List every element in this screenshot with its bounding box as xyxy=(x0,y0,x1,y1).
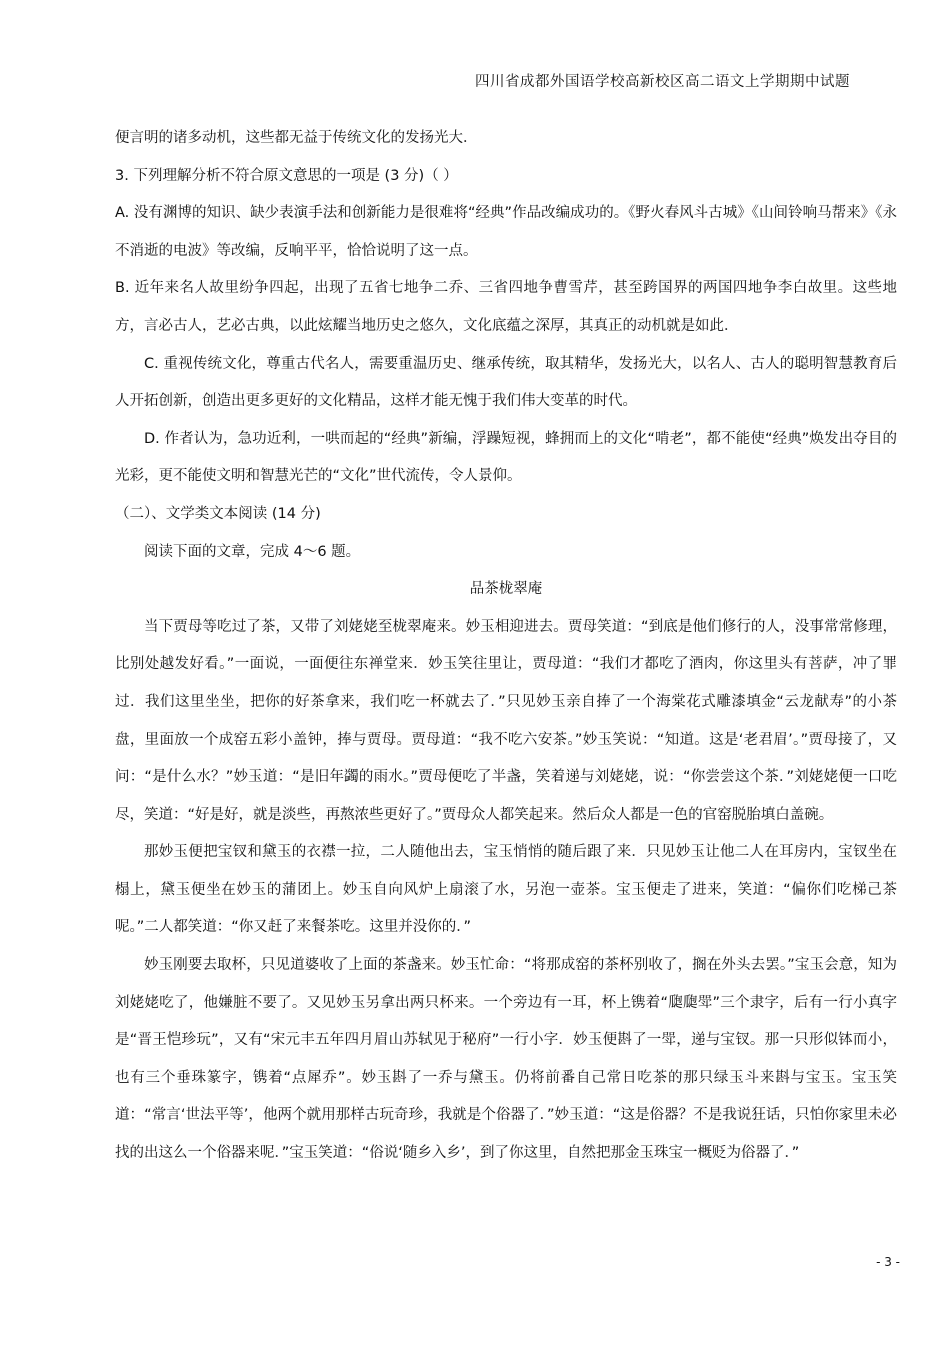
question-3: 3. 下列理解分析不符合原文意思的一项是 (3 分)（ ） xyxy=(115,167,458,184)
option-b: B. 近年来名人故里纷争四起，出现了五省七地争二乔、三省四地争曹雪芹，甚至跨国界的两国四地争李白故里。这些地方，言必古人，艺必古典，以此炫耀当地历史之悠久，文化底蕴之深厚，其真正的动机就是如此． xyxy=(115,280,897,334)
document-body xyxy=(115,120,897,1173)
article-paragraph-1: 当下贾母等吃过了茶，又带了刘姥姥至栊翠庵来。妙玉相迎进去。贾母笑道：“到底是他们修行的人，没事常常修理，比别处越发好看。”一面说，一面便往东禅堂来．妙玉笑往里让，贾母道：“我们才都吃了酒肉，你这里头有菩萨，冲了罪过．我们这里坐坐，把你的好茶拿来，我们吃一杯就去了．”只见妙玉亲自捧了一个海棠花式雕漆填金“云龙献寿”的小茶盘，里面放一个成窑五彩小盖钟，捧与贾母。贾母道：“我不吃六安茶。”妙玉笑说：“知道。这是‘老君眉’。”贾母接了，又问：“是什么水？”妙玉道：“是旧年蠲的雨水。”贾母便吃了半盏，笑着递与刘姥姥，说：“你尝尝这个茶．”刘姥姥便一口吃尽，笑道：“好是好，就是淡些，再熬浓些更好了。”贾母众人都笑起来。然后众人都是一色的官窑脱胎填白盖碗。 xyxy=(115,618,897,823)
article-paragraph-3: 妙玉刚要去取杯，只见道婆收了上面的茶盏来。妙玉忙命：“将那成窑的茶杯别收了，搁在外头去罢。”宝玉会意，知为刘姥姥吃了，他嫌脏不要了。又见妙玉另拿出两只杯来。一个旁边有一耳，杯上镌着“瓟瓟斝”三个隶字，后有一行小真字是“晋王恺珍玩”，又有“宋元丰五年四月眉山苏轼见于秘府”一行小字．妙玉便斟了一斝，递与宝钗。那一只形似钵而小，也有三个垂珠篆字，镌着“点犀乔”。妙玉斟了一乔与黛玉。仍将前番自己常日吃茶的那只绿玉斗来斟与宝玉。宝玉笑道：“常言‘世法平等’，他两个就用那样古玩奇珍，我就是个俗器了．”妙玉道：“这是俗器？不是我说狂话，只怕你家里未必找的出这么一个俗器来呢．”宝玉笑道：“俗说‘随乡入乡’，到了你这里，自然把那金玉珠宝一概贬为俗器了．” xyxy=(115,957,897,1162)
section-heading: （二）、文学类文本阅读 (14 分) xyxy=(115,505,321,522)
option-d: D. 作者认为，急功近利，一哄而起的“经典”新编，浮躁短视，蜂拥而上的文化“啃老”，都不能使“经典”焕发出夺目的光彩，更不能使文明和智慧光芒的“文化”世代流传，令人景仰。 xyxy=(115,430,897,485)
page-number: - 3 - xyxy=(876,1255,900,1269)
document-header: 四川省成都外国语学校高新校区高二语文上学期期中试题 xyxy=(475,74,850,90)
article-paragraph-2: 那妙玉便把宝钗和黛玉的衣襟一拉，二人随他出去，宝玉悄悄的随后跟了来．只见妙玉让他二人在耳房内，宝钗坐在榻上，黛玉便坐在妙玉的蒲团上。妙玉自向风炉上扇滚了水，另泡一壶茶。宝玉便走了进来，笑道：“偏你们吃梯己茶呢。”二人都笑道：“你又赶了来餐茶吃。这里并没你的．” xyxy=(115,844,897,936)
paragraph-continuation: 便言明的诸多动机，这些都无益于传统文化的发扬光大． xyxy=(115,130,478,146)
option-a: A. 没有渊博的知识、缺少表演手法和创新能力是很难将“经典”作品改编成功的。《野火春风斗古城》《山间铃响马帮来》《永不消逝的电波》等改编，反响平平，恰恰说明了这一点。 xyxy=(115,205,897,259)
reading-instruction: 阅读下面的文章，完成 4～6 题。 xyxy=(144,543,361,560)
article-title: 品茶栊翠庵 xyxy=(469,581,543,598)
option-c: C. 重视传统文化，尊重古代名人，需要重温历史、继承传统，取其精华，发扬光大，以名人、古人的聪明智慧教育后人开拓创新，创造出更多更好的文化精品，这样才能无愧于我们伟大变革的时代。 xyxy=(115,355,897,410)
